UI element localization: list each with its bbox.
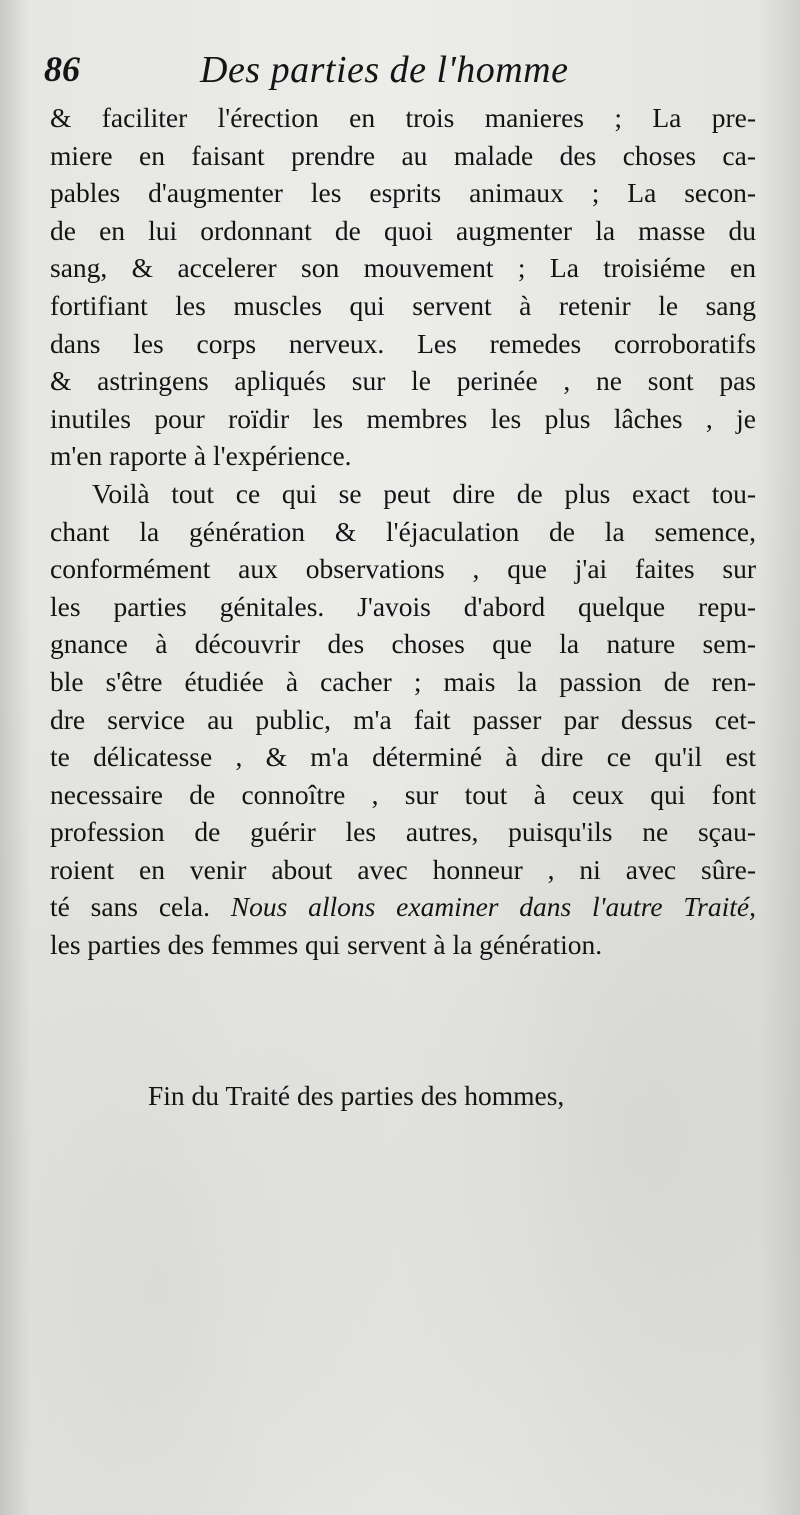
text-line: pables d'augmenter les esprits animaux ; La secon-: [50, 177, 756, 209]
italic-segment: Nous allons examiner dans l'autre Traité,: [230, 891, 756, 923]
text-line: ble s'être étudiée à cacher ; mais la passion de ren-: [50, 665, 756, 697]
text-line: & faciliter l'érection en trois manieres ; La pre-: [50, 102, 756, 133]
text-line: necessaire de connoître , sur tout à ceux qui font: [50, 778, 756, 810]
text-line: dre service au public, m'a fait passer par dessus cet-: [50, 703, 756, 735]
text-line: fortifiant les muscles qui servent à retenir le sang: [50, 289, 756, 321]
running-head: Des parties de l'homme: [200, 49, 569, 91]
body-text: [50, 99, 756, 964]
text-line: les parties génitales. J'avois d'abord quelque repu-: [50, 590, 756, 622]
text-line: m'en raporte à l'expérience.: [50, 440, 352, 472]
fin-du-traite: Fin du Traité des parties des hommes,: [148, 1080, 565, 1111]
text-line: Voilà tout ce qui se peut dire de plus exact tou-: [92, 477, 756, 509]
text-line: roient en venir about avec honneur , ni avec sûre-: [50, 853, 756, 885]
text-line: chant la génération & l'éjaculation de la semence,: [50, 515, 756, 547]
text-line: te délicatesse , & m'a déterminé à dire ce qu'il est: [50, 741, 756, 773]
text-line: de en lui ordonnant de quoi augmenter la masse du: [50, 214, 756, 246]
text-line: profession de guérir les autres, puisqu'ils ne sçau-: [50, 816, 756, 848]
text-line: conformément aux observations , que j'ai faites sur: [50, 553, 756, 585]
page-number: 86: [44, 49, 80, 89]
roman-segment: té sans cela.: [50, 891, 210, 923]
text-line: & astringens apliqués sur le perinée , ne sont pas: [50, 365, 756, 397]
text-line-italic: les parties des femmes qui servent à la génération.: [50, 929, 603, 961]
text-line-mixed: [50, 888, 756, 926]
text-line: miere en faisant prendre au malade des choses ca-: [50, 139, 756, 171]
text-line: gnance à découvrir des choses que la nature sem-: [50, 628, 756, 660]
text-line: inutiles pour roïdir les membres les plus lâches , je: [50, 402, 756, 434]
text-line: sang, & accelerer son mouvement ; La troisiéme en: [50, 252, 756, 284]
text-line: dans les corps nerveux. Les remedes corroboratifs: [50, 327, 756, 359]
